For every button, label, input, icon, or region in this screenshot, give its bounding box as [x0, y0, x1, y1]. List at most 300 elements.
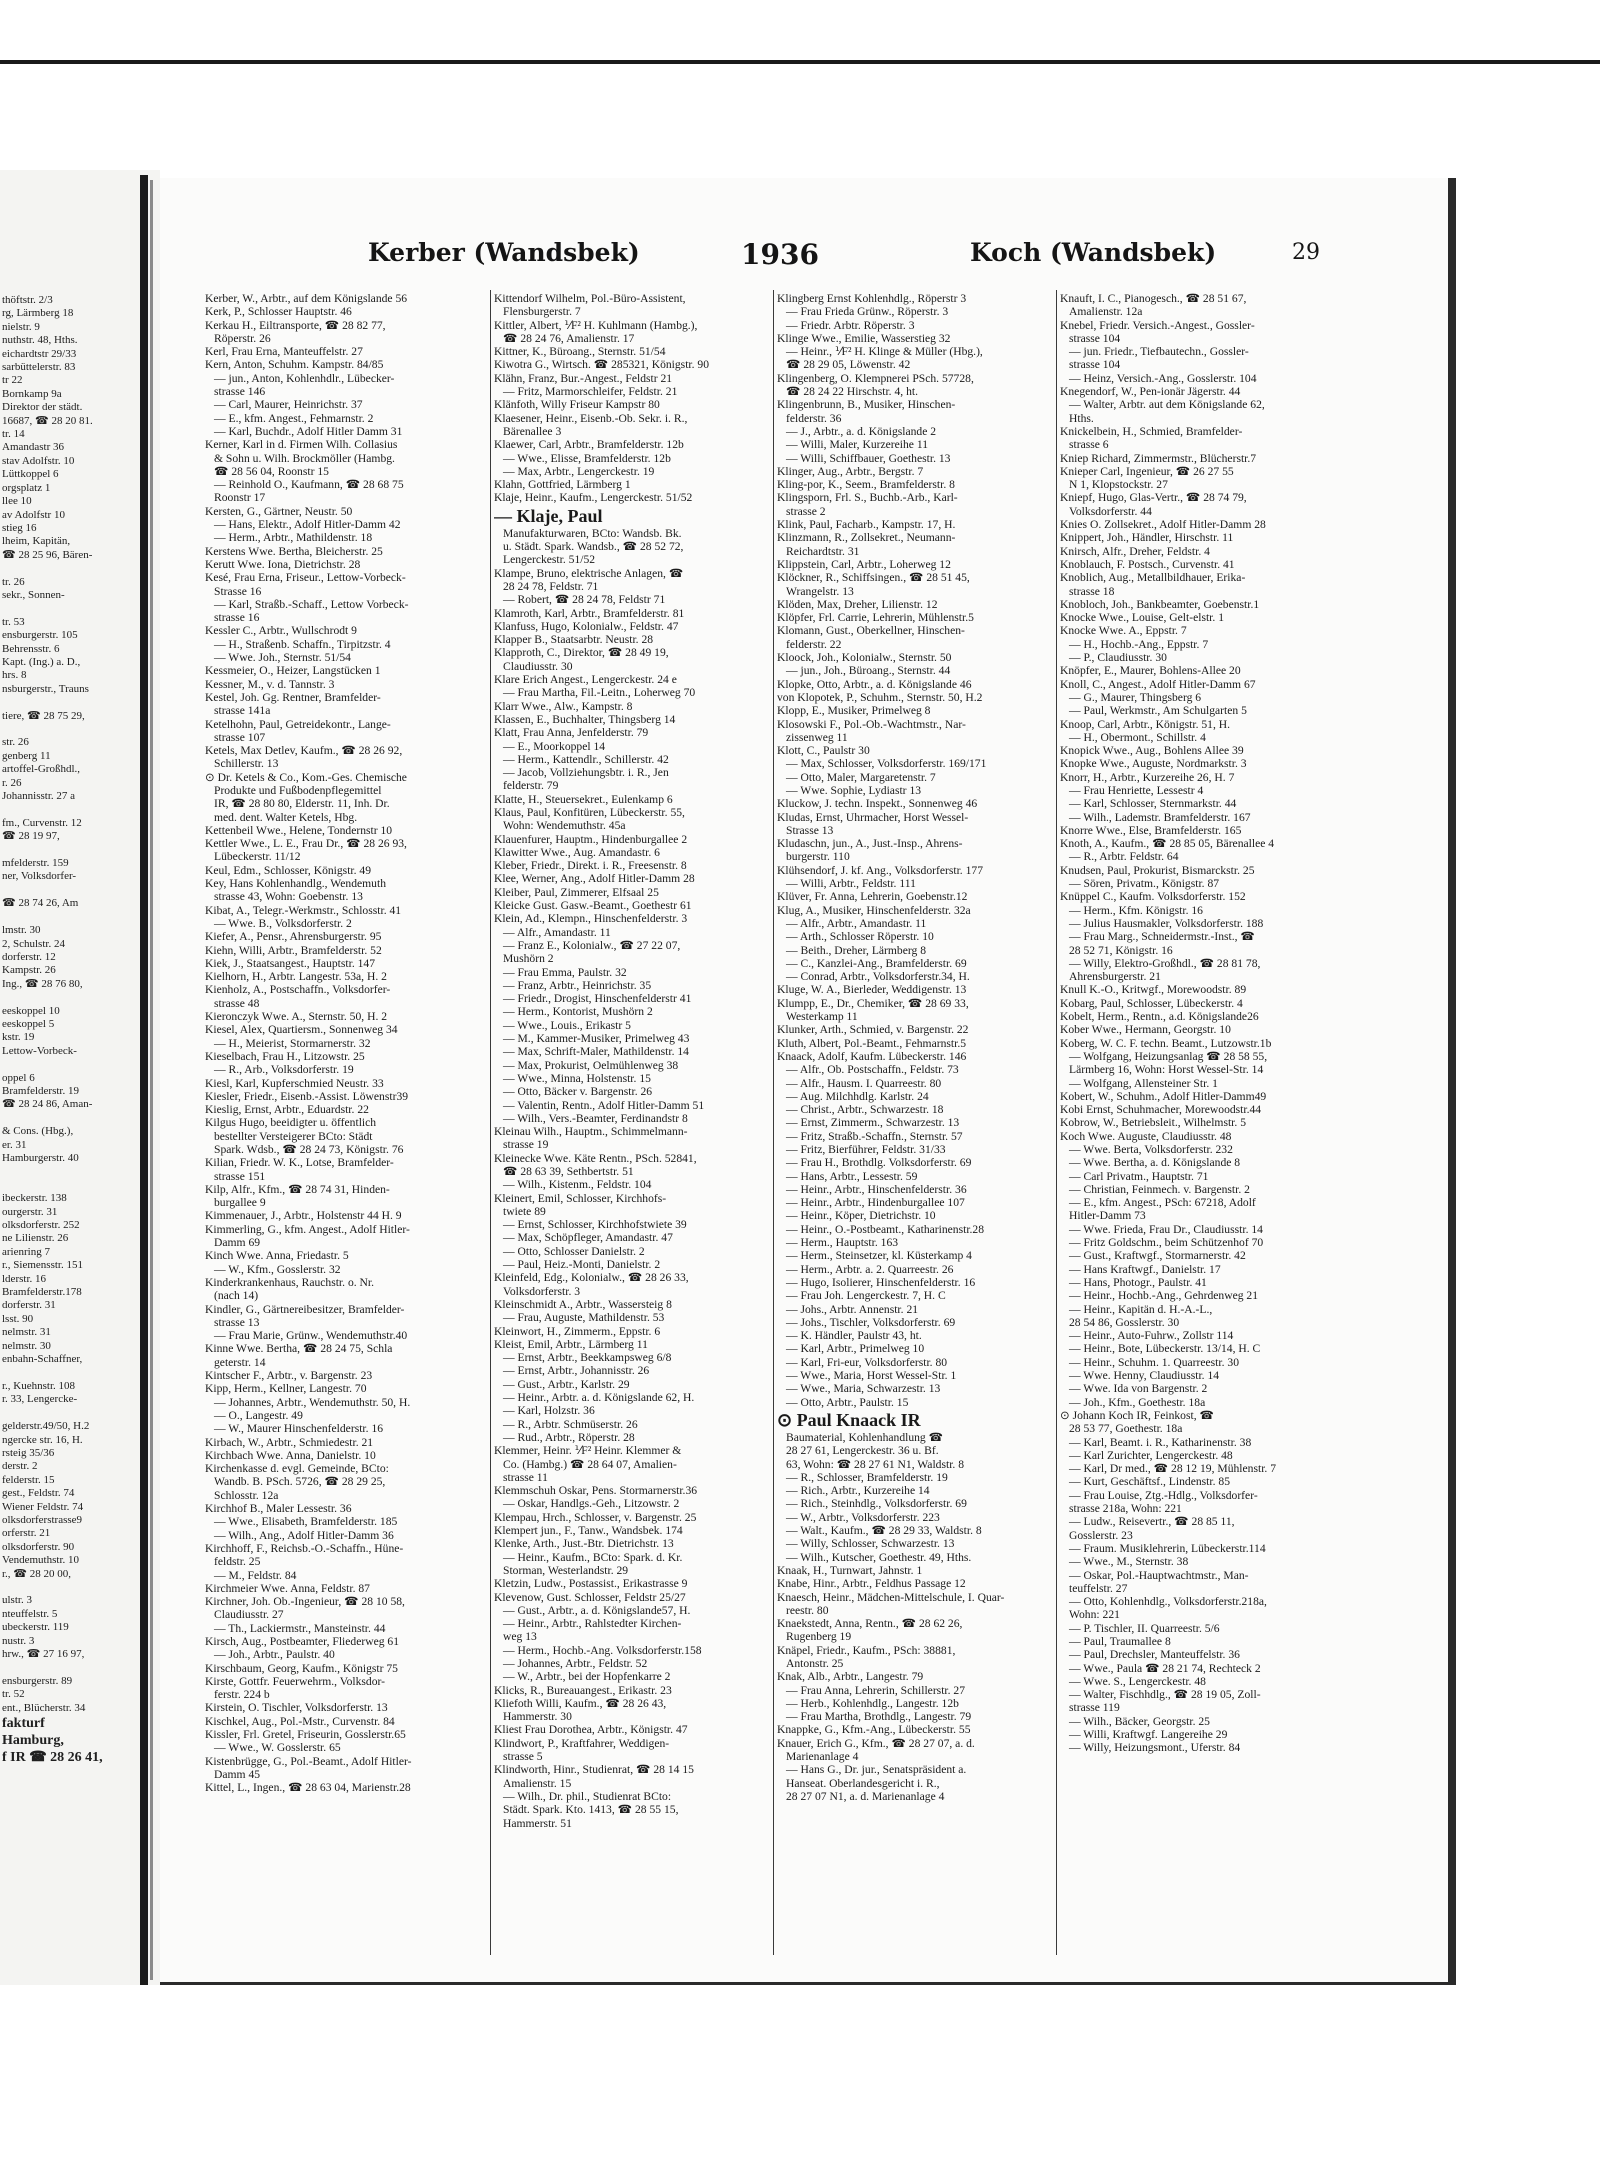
- directory-entry-line: — Joh., Arbtr., Paulstr. 40: [214, 1648, 335, 1662]
- left-page-line: tr. 14: [2, 428, 25, 441]
- directory-entry-line: Kerk, P., Schlosser Hauptstr. 46: [205, 305, 352, 319]
- directory-entry-line: — W., Maurer Hinschenfelderstr. 16: [214, 1422, 384, 1436]
- left-page-line: f IR ☎ 28 26 41,: [2, 1750, 103, 1766]
- directory-entry-line: — Willy, Heizungsmont., Uferstr. 84: [1069, 1741, 1241, 1755]
- header-right-entry: Koch (Wandsbek): [970, 238, 1217, 267]
- directory-entry-line: — R., Schlosser, Bramfelderstr. 19: [786, 1470, 948, 1484]
- directory-entry-line: Mushörn 2: [503, 952, 554, 966]
- directory-entry-line: Hths.: [1069, 411, 1094, 425]
- directory-entry-line: feldstr. 25: [214, 1555, 261, 1569]
- directory-entry-line: Kibat, A., Telegr.-Werkmstr., Schlosstr. 41: [205, 903, 402, 917]
- directory-entry-line: Kniep Richard, Zimmermstr., Blücherstr.7: [1060, 451, 1257, 465]
- directory-entry-line: — Fritz, Bierführer, Feldstr. 31/33: [786, 1143, 946, 1156]
- directory-entry-line: — Valentin, Rentn., Adolf Hitler-Damm 51: [503, 1098, 705, 1112]
- left-page-column: [2, 294, 152, 1766]
- directory-entry-line: — Otto, Bäcker v. Bargenstr. 26: [503, 1085, 653, 1099]
- directory-entry-line: ⊙ Paul Knaack IR: [777, 1409, 921, 1430]
- directory-entry-line: — Walter, Arbtr. aut dem Königslande 62,: [1069, 398, 1265, 412]
- directory-entry-line: — Herm., Kontorist, Mushörn 2: [503, 1005, 653, 1019]
- left-page-line: [2, 723, 152, 736]
- directory-entry-line: Manufakturwaren, BCto: Wandsb. Bk.: [503, 526, 682, 540]
- directory-entry-line: Klampe, Bruno, elektrische Anlagen, ☎: [494, 566, 684, 580]
- directory-entry-line: Knoth, A., Kaufm., ☎ 28 85 05, Bärenallee 4: [1060, 837, 1275, 851]
- left-facing-page: [0, 170, 160, 1985]
- directory-entry-line: — Heinr., Arbtr., Hinschenfelderstr. 36: [786, 1182, 967, 1196]
- directory-entry-line: — Ernst, Zimmerm., Schwarzestr. 13: [786, 1116, 960, 1130]
- directory-entry-line: Gosslerstr. 23: [1069, 1528, 1133, 1542]
- directory-entry-line: ☎ 28 63 39, Sethbertstr. 51: [503, 1165, 634, 1178]
- left-page-line: olksdorferstr. 252: [2, 1219, 80, 1232]
- directory-entry-line: — Karl, Holzstr. 36: [503, 1404, 595, 1418]
- directory-entry-line: Claudiusstr. 27: [214, 1608, 284, 1622]
- directory-entry-line: — Wwe., Minna, Holstenstr. 15: [503, 1071, 651, 1085]
- directory-entry-line: — M., Kammer-Musiker, Primelweg 43: [503, 1032, 690, 1046]
- directory-entry-line: Klaesener, Heinr., Eisenb.-Ob. Sekr. i. R.,: [494, 411, 688, 425]
- directory-entry-line: Kobrow, W., Betriebsleit., Wilhelmstr. 5: [1060, 1116, 1246, 1130]
- directory-entry-line: — Johannes, Arbtr., Feldstr. 52: [503, 1656, 648, 1670]
- directory-entry-line: — Otto, Kohlenhdlg., Volksdorferstr.218a,: [1069, 1595, 1267, 1609]
- directory-entry-line: — G., Maurer, Thingsberg 6: [1069, 690, 1202, 704]
- directory-entry-line: burgerstr. 110: [786, 850, 850, 864]
- scan-top-edge: [0, 60, 1600, 64]
- left-page-line: fm., Curvenstr. 12: [2, 816, 82, 829]
- directory-entry-line: felderstr. 79: [503, 779, 559, 793]
- directory-entry-line: — Friedr., Drogist, Hinschenfelderstr 41: [503, 992, 692, 1006]
- directory-entry-line: Knopke Wwe., Auguste, Nordmarkstr. 3: [1060, 757, 1247, 771]
- left-page-line: [2, 991, 152, 1004]
- directory-entry-line: Klühsendorf, J. kf. Ang., Volksdorferstr. 177: [777, 863, 983, 877]
- directory-entry-line: Kobert, W., Schuhm., Adolf Hitler-Damm49: [1060, 1089, 1267, 1103]
- directory-entry-line: Klempau, Hrch., Schlosser, v. Bargenstr. 25: [494, 1510, 697, 1524]
- directory-entry-line: — Heinr., Arbtr., Rahlstedter Kirchen-: [503, 1617, 682, 1631]
- directory-entry-line: — H., Meierist, Stormarnerstr. 32: [214, 1036, 371, 1050]
- directory-entry-line: Kirchmeier Wwe. Anna, Feldstr. 87: [205, 1581, 370, 1595]
- directory-entry-line: — Walter, Fischhdlg., ☎ 28 19 05, Zoll-: [1069, 1688, 1261, 1702]
- directory-entry-line: Kirschbaum, Georg, Kaufm., Königstr 75: [205, 1661, 398, 1675]
- directory-entry-line: ferstr. 224 b: [214, 1688, 270, 1702]
- directory-entry-line: — Rich., Arbtr., Kurzereihe 14: [786, 1484, 930, 1498]
- left-page-line: ☎ 28 24 86, Aman-: [2, 1098, 93, 1111]
- directory-entry-line: — W., Arbtr., Volksdorferstr. 223: [786, 1510, 940, 1524]
- directory-entry-line: Baumaterial, Kohlenhandlung ☎: [786, 1430, 944, 1444]
- directory-entry-line: — Karl, Dr med., ☎ 28 12 19, Mühlenstr. 7: [1069, 1462, 1277, 1476]
- directory-entry-line: Wohn: 221: [1069, 1608, 1120, 1622]
- directory-entry-line: Co. (Hambg.) ☎ 28 64 07, Amalien-: [503, 1457, 677, 1471]
- directory-entry-line: — Oskar, Pol.-Hauptwachtmstr., Man-: [1069, 1568, 1249, 1582]
- directory-entry-line: Kischkel, Aug., Pol.-Mstr., Curvenstr. 84: [205, 1714, 395, 1728]
- left-page-line: olksdorferstr. 90: [2, 1540, 75, 1553]
- directory-entry-line: Klare Erich Angest., Lengerckestr. 24 e: [494, 673, 677, 687]
- directory-entry-line: — Willi, Kraftwgf. Langereihe 29: [1069, 1728, 1228, 1742]
- directory-entry-line: — Heinr., O.-Postbeamt., Katharinenstr.28: [786, 1222, 985, 1236]
- directory-entry-line: Kiefer, A., Pensr., Ahrensburgerstr. 95: [205, 930, 382, 944]
- directory-entry-line: — P. Tischler, II. Quarreestr. 5/6: [1069, 1621, 1220, 1635]
- directory-entry-line: Kittler, Albert, ⅟F² H. Kuhlmann (Hambg.),: [494, 318, 698, 332]
- directory-entry-line: — Herb., Kohlenhdlg., Langestr. 12b: [786, 1696, 959, 1710]
- directory-entry-line: Kiek, J., Staatsangest., Hauptstr. 147: [205, 956, 376, 970]
- directory-entry-line: — Rud., Arbtr., Röperstr. 28: [503, 1430, 635, 1444]
- directory-entry-line: Kinne Wwe. Bertha, ☎ 28 24 75, Schla: [205, 1342, 393, 1356]
- left-page-line: llee 10: [2, 495, 32, 508]
- directory-entry-line: — Wwe. S., Lengerckestr. 48: [1069, 1674, 1206, 1688]
- directory-entry-line: — Wilh., Kutscher, Goethestr. 49, Hths.: [786, 1550, 972, 1564]
- directory-entry-line: Kiehn, Willi, Arbtr., Bramfelderstr. 52: [205, 943, 382, 957]
- directory-entry-line: — Heinr., Schuhm. 1. Quarreestr. 30: [1069, 1355, 1240, 1369]
- directory-entry-line: — Wwe., Louis., Erikastr 5: [503, 1018, 631, 1032]
- directory-entry-line: Klapper B., Staatsarbtr. Neustr. 28: [494, 633, 654, 647]
- directory-entry-line: Knopick Wwe., Aug., Bohlens Allee 39: [1060, 744, 1244, 758]
- left-page-line: oppel 6: [2, 1071, 35, 1084]
- directory-entry-line: — Christ., Arbtr., Schwarzestr. 18: [786, 1103, 944, 1117]
- directory-entry-line: — H., Hochb.-Ang., Eppstr. 7: [1069, 637, 1209, 651]
- directory-entry-line: Klöden, Max, Dreher, Lilienstr. 12: [777, 597, 938, 611]
- left-page-line: sekr., Sonnen-: [2, 588, 65, 601]
- left-page-line: 2, Schulstr. 24: [2, 937, 65, 950]
- directory-entry-line: Ahrensburgerstr. 21: [1069, 970, 1161, 984]
- directory-entry-line: Klopke, Otto, Arbtr., a. d. Königslande 46: [777, 677, 972, 691]
- directory-entry-line: Knickelbein, H., Schmied, Bramfelder-: [1060, 424, 1243, 438]
- directory-entry-line: Kintscher F., Arbtr., v. Bargenstr. 23: [205, 1369, 373, 1383]
- directory-entry-line: — H., Obermont., Schillstr. 4: [1069, 730, 1206, 744]
- directory-entry-line: ☎ 28 29 05, Löwenstr. 42: [786, 358, 911, 372]
- left-page-line: olksdorferstrasse9: [2, 1513, 83, 1526]
- directory-entry-line: Klindworth, Hinr., Studienrat, ☎ 28 14 15: [494, 1763, 694, 1777]
- directory-entry-line: — Frau Martha, Brothdlg., Langestr. 79: [786, 1710, 972, 1724]
- directory-entry-line: Damm 69: [214, 1236, 261, 1250]
- directory-entry-line: Kerl, Frau Erna, Manteuffelstr. 27: [205, 345, 363, 359]
- directory-entry-line: Kleinschmidt A., Arbtr., Wassersteig 8: [494, 1297, 672, 1311]
- directory-entry-line: — W., Arbtr., bei der Hopfenkarre 2: [503, 1670, 671, 1684]
- directory-entry-line: Koch Wwe. Auguste, Claudiusstr. 48: [1060, 1129, 1232, 1143]
- left-page-line: ibeckerstr. 138: [2, 1192, 67, 1205]
- left-page-line: [2, 1179, 152, 1192]
- directory-entry-line: Kittel, L., Ingen., ☎ 28 63 04, Marienstr.28: [205, 1781, 411, 1795]
- directory-entry-line: — Frau Emma, Paulstr. 32: [503, 965, 627, 979]
- directory-entry-line: Kimmerling, G., kfm. Angest., Adolf Hitler-: [205, 1222, 410, 1236]
- directory-entry-line: von Klopotek, P., Schuhm., Sternstr. 50, H.2: [777, 690, 983, 704]
- directory-entry-line: — E., Moorkoppel 14: [503, 739, 606, 753]
- left-page-line: r., Siemensstr. 151: [2, 1259, 83, 1272]
- directory-entry-line: — jun. Friedr., Tiefbautechn., Gossler-: [1069, 345, 1249, 359]
- directory-entry-line: Kober Wwe., Hermann, Georgstr. 10: [1060, 1023, 1231, 1037]
- directory-entry-line: — Karl, Arbtr., Primelweg 10: [786, 1342, 925, 1356]
- directory-entry-line: Klomann, Gust., Oberkellner, Hinschen-: [777, 624, 965, 638]
- directory-entry-line: — Frau H., Brothdlg. Volksdorferstr. 69: [786, 1156, 972, 1170]
- directory-entry-line: burgallee 9: [214, 1196, 266, 1210]
- left-page-line: Hamburgerstr. 40: [2, 1152, 79, 1164]
- directory-entry-line: Hanseat. Oberlandesgericht i. R.,: [786, 1776, 940, 1790]
- directory-entry-line: — Wwe., Maria, Horst Wessel-Str. 1: [786, 1369, 957, 1383]
- directory-entry-line: strasse 11: [503, 1470, 548, 1484]
- directory-entry-line: Klaewer, Carl, Arbtr., Bramfelderstr. 12b: [494, 438, 684, 452]
- directory-entry-line: Klumpp, E., Dr., Chemiker, ☎ 28 69 33,: [777, 996, 969, 1010]
- directory-entry-line: — Herm., Kattendlr., Schillerstr. 42: [503, 752, 669, 766]
- directory-entry-line: Kleinwort, H., Zimmerm., Eppstr. 6: [494, 1324, 661, 1338]
- directory-entry-line: Knirsch, Alfr., Dreher, Feldstr. 4: [1060, 544, 1210, 558]
- directory-entry-line: (nach 14): [214, 1289, 259, 1303]
- directory-entry-line: — Karl, Buchdr., Adolf Hitler Damm 31: [214, 424, 403, 438]
- directory-entry-line: — Heinr., Arbtr., Hindenburgallee 107: [786, 1196, 965, 1210]
- left-page-line: Bornkamp 9a: [2, 387, 62, 400]
- directory-entry-line: Kluth, Albert, Pol.-Beamt., Fehmarnstr.5: [777, 1036, 967, 1050]
- directory-entry-line: — Wwe., Elisse, Bramfelderstr. 12b: [503, 451, 671, 465]
- directory-entry-line: Kleinfeld, Edg., Kolonialw., ☎ 28 26 33,: [494, 1271, 689, 1285]
- directory-entry-line: Kiwotra G., Wirtsch. ☎ 285321, Königstr. 90: [494, 358, 710, 372]
- directory-entry-line: — P., Claudiusstr. 30: [1069, 651, 1167, 665]
- left-page-line: [2, 844, 152, 857]
- directory-entry-line: Klingenberg, O. Klempnerei PSch. 57728,: [777, 371, 974, 385]
- directory-entry-line: — Frau Marg., Schneidermstr.-Inst., ☎: [1069, 930, 1255, 944]
- directory-entry-line: — Herm., Kfm. Königstr. 16: [1069, 903, 1203, 917]
- directory-entry-line: — Beith., Dreher, Lärmberg 8: [786, 943, 927, 957]
- directory-entry-line: 28 27 61, Lengerckestr. 36 u. Bf.: [786, 1444, 939, 1458]
- left-page-line: sarbüttelerstr. 83: [2, 361, 76, 374]
- directory-entry-line: Produkte und Fußbodenpflegemittel: [214, 783, 382, 797]
- directory-entry-line: — Wwe. Ida von Bargenstr. 2: [1069, 1382, 1208, 1396]
- directory-entry-line: Knieper Carl, Ingenieur, ☎ 26 27 55: [1060, 464, 1234, 478]
- directory-entry-line: 28 52 71, Königstr. 16: [1069, 943, 1173, 957]
- directory-entry-line: Städt. Spark. Kto. 1413, ☎ 28 55 15,: [503, 1803, 679, 1817]
- page-bottom-edge: [160, 1982, 1456, 1985]
- directory-entry-line: — Herm., Arbtr. a. 2. Quarreestr. 26: [786, 1262, 954, 1276]
- directory-entry-line: Klöpfer, Frl. Carrie, Lehrerin, Mühlenstr.5: [777, 611, 974, 625]
- directory-entry-line: Kersten, G., Gärtner, Neustr. 50: [205, 504, 353, 518]
- left-page-line: tr. 53: [2, 615, 25, 628]
- directory-entry-line: Knobloch, Joh., Bankbeamter, Goebenstr.1: [1060, 597, 1260, 611]
- left-page-line: Lüttkoppel 6: [2, 468, 59, 481]
- directory-entry-line: 28 24 78, Feldstr. 71: [503, 579, 599, 593]
- directory-entry-line: Key, Hans Kohlenhandlg., Wendemuth: [205, 877, 386, 891]
- directory-entry-line: Damm 45: [214, 1767, 261, 1781]
- left-page-line: str. 26: [2, 736, 29, 749]
- directory-entry-line: Kimmenauer, J., Arbtr., Holstenstr 44 H. 9: [205, 1209, 402, 1223]
- page-number: 29: [1292, 240, 1320, 265]
- directory-entry-line: Kerner, Karl in d. Firmen Wilh. Collasius: [205, 438, 398, 452]
- directory-entry-line: — Karl, Straßb.-Schaff., Lettow Vorbeck-: [214, 597, 409, 611]
- directory-entry-line: — Alfr., Ob. Postschaffn., Feldstr. 73: [786, 1063, 959, 1077]
- directory-entry-line: Kestel, Joh. Gg. Rentner, Bramfelder-: [205, 690, 381, 704]
- directory-entry-line: — Reinhold O., Kaufmann, ☎ 28 68 75: [214, 478, 404, 492]
- directory-entry-line: Kirchbach Wwe. Anna, Danielstr. 10: [205, 1448, 376, 1462]
- directory-entry-line: Klingsporn, Frl. S., Buchb.-Arb., Karl-: [777, 491, 958, 505]
- directory-entry-line: — Oskar, Handlgs.-Geh., Litzowstr. 2: [503, 1497, 680, 1511]
- directory-entry-line: — W., Kfm., Gosslerstr. 32: [214, 1262, 341, 1276]
- directory-entry-line: — Frau Marie, Grünw., Wendemuthstr.40: [214, 1329, 408, 1343]
- left-page-line: Hamburg,: [2, 1733, 64, 1749]
- header-left-entry: Kerber (Wandsbek): [368, 238, 640, 267]
- directory-entry-line: N 1, Klopstockstr. 27: [1069, 478, 1168, 492]
- directory-entry-line: Kleiber, Paul, Zimmerer, Elfsaal 25: [494, 885, 659, 899]
- left-page-line: lheim, Kapitän,: [2, 535, 71, 548]
- directory-entry-line: Klenke, Arth., Just.-Btr. Dietrichstr. 13: [494, 1537, 674, 1551]
- directory-entry-line: — Franz, Arbtr., Heinrichstr. 35: [503, 978, 652, 992]
- directory-entry-line: u. Städt. Spark. Wandsb., ☎ 28 52 72,: [503, 540, 684, 554]
- left-page-line: Kapt. (Ing.) a. D.,: [2, 655, 81, 668]
- directory-entry-line: Kittendorf Wilhelm, Pol.-Büro-Assistent,: [494, 292, 686, 305]
- directory-entry-line: — Aug. Milchhdlg. Karlstr. 24: [786, 1089, 929, 1103]
- directory-entry-line: Kieselbach, Frau H., Litzowstr. 25: [205, 1049, 365, 1063]
- directory-entry-line: Klawitter Wwe., Aug. Amandastr. 6: [494, 845, 660, 859]
- directory-entry-line: Klamroth, Karl, Arbtr., Bramfelderstr. 81: [494, 606, 685, 620]
- directory-entry-line: Schillerstr. 13: [214, 757, 279, 771]
- directory-entry-line: ⊙ Dr. Ketels & Co., Kom.-Ges. Chemische: [205, 770, 407, 784]
- left-page-line: Direktor der städt.: [2, 401, 83, 414]
- left-page-line: eeskoppel 5: [2, 1017, 55, 1030]
- directory-entry-line: Kettler Wwe., L. E., Frau Dr., ☎ 28 26 93,: [205, 837, 407, 851]
- directory-entry-line: Kesé, Frau Erna, Friseur., Lettow-Vorbeck-: [205, 571, 406, 585]
- directory-entry-line: Kludas, Ernst, Uhrmacher, Horst Wessel-: [777, 810, 969, 824]
- directory-entry-line: — Willi, Maler, Kurzereihe 11: [786, 438, 929, 452]
- directory-entry-line: — Wwe. Joh., Sternstr. 51/54: [214, 651, 351, 665]
- directory-entry-line: Knäpel, Friedr., Kaufm., PSch: 38881,: [777, 1643, 956, 1657]
- directory-entry-line: Antonstr. 25: [786, 1656, 844, 1670]
- directory-column-4: [1060, 292, 1342, 1755]
- directory-entry-line: — Carl Privatm., Hauptstr. 71: [1069, 1169, 1209, 1183]
- directory-entry-line: — Kurt, Geschäftsf., Lindenstr. 85: [1069, 1475, 1230, 1489]
- directory-entry-line: Klopp, E., Musiker, Primelweg 8: [777, 704, 931, 718]
- directory-entry-line: Kilgus Hugo, beeidigter u. öffentlich: [205, 1116, 377, 1130]
- directory-entry-line: — Heinr., ⅟F² H. Klinge & Müller (Hbg.),: [786, 345, 983, 359]
- directory-entry-line: — jun., Joh., Büroang., Sternstr. 44: [786, 664, 951, 678]
- directory-entry-line: Rugenberg 19: [786, 1630, 852, 1644]
- directory-entry-line: Knocke Wwe., Louise, Gelt-elstr. 1: [1060, 611, 1224, 625]
- directory-entry-line: Koberg, W. C. F. techn. Beamt., Lutzowstr.1b: [1060, 1036, 1272, 1050]
- directory-entry-line: Kleber, Friedr., Direkt. i. R., Freesenstr. 8: [494, 859, 687, 873]
- directory-entry-line: Klänfoth, Willy Friseur Kampstr 80: [494, 398, 660, 412]
- directory-entry-line: Kobi Ernst, Schuhmacher, Morewoodstr.44: [1060, 1103, 1262, 1117]
- directory-entry-line: Kletzin, Ludw., Postassist., Erikastrasse 9: [494, 1577, 688, 1591]
- left-page-line: eichardtstr 29/33: [2, 347, 77, 360]
- left-page-line: nelmstr. 30: [2, 1339, 51, 1352]
- left-page-line: nsburgerstr., Trauns: [2, 682, 89, 695]
- left-page-line: [2, 803, 152, 816]
- directory-entry-line: Kloock, Joh., Kolonialw., Sternstr. 50: [777, 651, 952, 665]
- directory-entry-line: Kleinecke Wwe. Käte Rentn., PSch. 52841,: [494, 1151, 697, 1165]
- directory-entry-line: Kielhorn, H., Arbtr. Langestr. 53a, H. 2: [205, 970, 387, 984]
- directory-entry-line: — Karl, Beamt. i. R., Katharinenstr. 38: [1069, 1435, 1252, 1449]
- directory-entry-line: Kieronczyk Wwe. A., Sternstr. 50, H. 2: [205, 1010, 388, 1024]
- left-page-line: [2, 911, 152, 924]
- directory-entry-line: Knoop, Carl, Arbtr., Königstr. 51, H.: [1060, 717, 1231, 731]
- directory-entry-line: — Willy, Schlosser, Schwarzestr. 13: [786, 1537, 955, 1551]
- directory-entry-line: — Max, Schöpfleger, Amandastr. 47: [503, 1231, 673, 1245]
- directory-entry-line: Kludaschn, jun., A., Just.-Insp., Ahrens-: [777, 837, 963, 851]
- directory-entry-line: Strasse 13: [786, 823, 834, 837]
- directory-entry-line: Kindler, G., Gärtnereibesitzer, Bramfelder-: [205, 1302, 405, 1316]
- directory-entry-line: Klinger, Aug., Arbtr., Bergstr. 7: [777, 464, 924, 478]
- directory-entry-line: Knauer, Erich G., Kfm., ☎ 28 27 07, a. d.: [777, 1736, 975, 1750]
- directory-entry-line: — K. Händler, Paulstr 43, ht.: [786, 1329, 922, 1343]
- directory-entry-line: — Wilh., Kistenm., Feldstr. 104: [503, 1178, 652, 1192]
- left-page-line: Wiener Feldstr. 74: [2, 1500, 84, 1513]
- directory-entry-line: Klauenfurer, Hauptm., Hindenburgallee 2: [494, 832, 688, 846]
- directory-entry-line: Klunker, Arth., Schmied, v. Bargenstr. 22: [777, 1023, 969, 1037]
- directory-entry-line: — Alfr., Hausm. I. Quarreestr. 80: [786, 1076, 942, 1090]
- directory-entry-line: strasse 19: [503, 1138, 549, 1152]
- directory-entry-line: strasse 141a: [214, 704, 271, 718]
- directory-entry-line: — Julius Hausmakler, Volksdorferstr. 188: [1069, 916, 1264, 930]
- directory-entry-line: strasse 43, Wohn: Goebenstr. 13: [214, 890, 363, 904]
- directory-entry-line: — Karl Zurichter, Lengerckestr. 48: [1069, 1448, 1233, 1462]
- left-page-line: ne Lilienstr. 26: [2, 1232, 69, 1245]
- left-page-line: fakturf: [2, 1716, 45, 1732]
- directory-entry-line: — Hans, Arbtr., Lessestr. 59: [786, 1169, 918, 1183]
- directory-entry-line: Kinch Wwe. Anna, Friedastr. 5: [205, 1249, 349, 1263]
- directory-entry-line: strasse 104: [1069, 331, 1121, 345]
- left-page-line: artoffel-Großhdl.,: [2, 763, 80, 776]
- left-page-line: [2, 884, 152, 897]
- directory-entry-line: Kerkau H., Eiltransporte, ☎ 28 82 77,: [205, 318, 386, 332]
- directory-entry-line: Hammerstr. 51: [503, 1816, 572, 1830]
- directory-entry-line: Keul, Edm., Schlosser, Königstr. 49: [205, 863, 372, 877]
- left-page-line: Bramfelderstr. 19: [2, 1084, 79, 1097]
- left-page-line: Bramfelderstr.178: [2, 1286, 82, 1299]
- directory-entry-line: Kluge, W. A., Bierleder, Weddigenstr. 13: [777, 983, 967, 997]
- directory-entry-line: — Heinr., Kapitän d. H.-A.-L.,: [1069, 1302, 1213, 1316]
- directory-entry-line: bestellter Versteigerer BCto: Städt: [214, 1129, 373, 1143]
- left-page-line: derstr. 2: [2, 1460, 38, 1473]
- directory-entry-line: Klink, Paul, Facharb., Kampstr. 17, H.: [777, 518, 956, 532]
- directory-entry-line: Kessmeier, O., Heizer, Langstücken 1: [205, 664, 381, 678]
- directory-entry-line: — Heinr., Auto-Fuhrw., Zollstr 114: [1069, 1329, 1234, 1343]
- directory-entry-line: — jun., Anton, Kohlenhdlr., Lübecker-: [214, 371, 395, 385]
- directory-entry-line: — Walt., Kaufm., ☎ 28 29 33, Waldstr. 8: [786, 1524, 982, 1538]
- directory-entry-line: — Hans G., Dr. jur., Senatspräsident a.: [786, 1763, 967, 1777]
- directory-entry-line: — Wilh., Ang., Adolf Hitler-Damm 36: [214, 1528, 394, 1542]
- directory-entry-line: — Wwe. Henny, Claudiusstr. 14: [1069, 1369, 1220, 1383]
- directory-entry-line: — C., Kanzlei-Ang., Bramfelderstr. 69: [786, 956, 967, 970]
- directory-entry-line: Röperstr. 26: [214, 331, 271, 345]
- directory-entry-line: — Johs., Tischler, Volksdorferstr. 69: [786, 1315, 956, 1329]
- left-page-line: dorferstr. 31: [2, 1299, 56, 1312]
- directory-entry-line: — Wilh., Vers.-Beamter, Ferdinandstr 8: [503, 1111, 688, 1125]
- directory-entry-line: zissenweg 11: [786, 730, 848, 744]
- directory-entry-line: — Max, Schrift-Maler, Mathildenstr. 14: [503, 1045, 689, 1059]
- directory-entry-line: — Wwe., Paula ☎ 28 21 74, Rechteck 2: [1069, 1661, 1261, 1675]
- directory-entry-line: Amalienstr. 12a: [1069, 305, 1143, 319]
- directory-entry-line: — Conrad, Arbtr., Volksdorferstr.34, H.: [786, 970, 970, 984]
- left-page-line: ner, Volksdorfer-: [2, 870, 77, 883]
- left-page-line: enbahn-Schaffner,: [2, 1353, 83, 1366]
- directory-entry-line: Knudsen, Paul, Prokurist, Bismarckstr. 25: [1060, 863, 1255, 877]
- directory-entry-line: Klempert jun., F., Tanw., Wandsbek. 174: [494, 1524, 683, 1538]
- directory-entry-line: — R., Arbtr. Schmüserstr. 26: [503, 1417, 638, 1431]
- directory-entry-line: — Wolfgang, Allensteiner Str. 1: [1069, 1076, 1218, 1090]
- directory-entry-line: — Willy, Elektro-Großhdl., ☎ 28 81 78,: [1069, 956, 1261, 970]
- directory-entry-line: Wohn: Wendemuthstr. 45a: [503, 819, 626, 833]
- directory-entry-line: — Ludw., Reisevertr., ☎ 28 85 11,: [1069, 1515, 1235, 1529]
- directory-entry-line: Knippert, Joh., Händler, Hirschstr. 11: [1060, 531, 1234, 545]
- directory-entry-line: Knorr, H., Arbtr., Kurzereihe 26, H. 7: [1060, 770, 1235, 784]
- directory-entry-line: Kniepf, Hugo, Glas-Vertr., ☎ 28 74 79,: [1060, 491, 1247, 505]
- directory-entry-line: & Sohn u. Wilh. Brockmöller (Hambg.: [214, 451, 395, 465]
- left-page-line: ngercke str. 16, H.: [2, 1433, 83, 1446]
- directory-entry-line: — Fritz, Marmorschleifer, Feldstr. 21: [503, 385, 678, 399]
- directory-entry-line: Kirbach, W., Arbtr., Schmiedestr. 21: [205, 1435, 374, 1449]
- directory-entry-line: Knappke, G., Kfm.-Ang., Lübeckerstr. 55: [777, 1723, 971, 1737]
- directory-entry-line: — Gust., Arbtr., a. d. Königslande57, H.: [503, 1603, 691, 1617]
- directory-entry-line: ☎ 28 24 22 Hirschstr. 4, ht.: [786, 385, 918, 399]
- left-page-line: lderstr. 16: [2, 1272, 46, 1285]
- directory-entry-line: strasse 151: [214, 1169, 266, 1183]
- directory-entry-line: Knebel, Friedr. Versich.-Angest., Gossler-: [1060, 318, 1255, 332]
- directory-entry-line: Reichardtstr. 31: [786, 544, 860, 558]
- left-page-line: mfelderstr. 159: [2, 857, 69, 870]
- directory-entry-line: Klingberg Ernst Kohlenhdlg., Röperstr 3: [777, 292, 967, 305]
- directory-entry-line: 28 53 77, Goethestr. 18a: [1069, 1422, 1183, 1436]
- directory-entry-line: Klevenow, Gust. Schlosser, Feldstr 25/27: [494, 1590, 686, 1604]
- directory-entry-line: Klott, C., Paulstr 30: [777, 744, 870, 758]
